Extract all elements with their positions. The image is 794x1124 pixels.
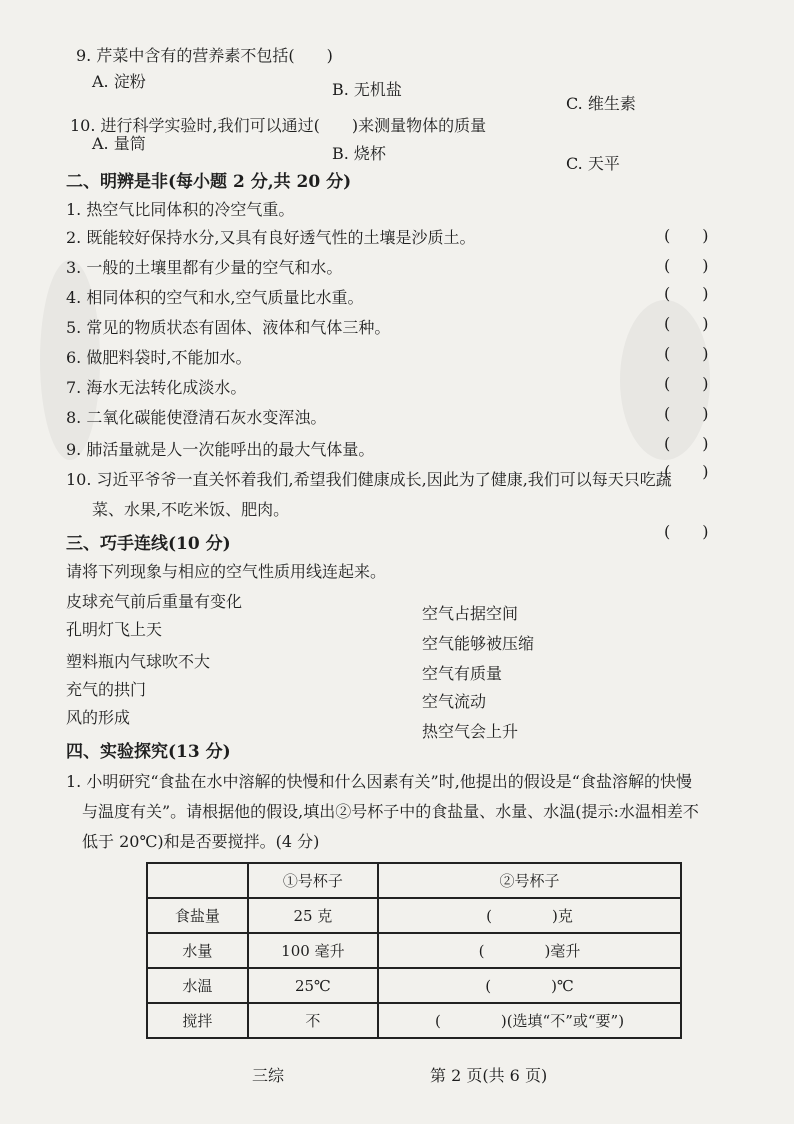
answer-blank[interactable]: ( ) <box>664 344 709 363</box>
property-item[interactable]: 空气占据空间 <box>422 604 519 623</box>
experiment-q1-line2: 与温度有关”。请根据他的假设,填出②号杯子中的食盐量、水量、水温(提示:水温相差不 <box>82 802 699 821</box>
table-header-cell: ①号杯子 <box>248 863 378 898</box>
footer-page-number: 第 2 页(共 6 页) <box>430 1066 548 1085</box>
property-item[interactable]: 空气流动 <box>422 692 487 711</box>
answer-blank[interactable]: ( ) <box>664 314 709 333</box>
table-row-label: 搅拌 <box>147 1003 248 1038</box>
tf-item-4: 4. 相同体积的空气和水,空气质量比水重。 <box>66 288 364 307</box>
q10-stem: 10. 进行科学实验时,我们可以通过( )来测量物体的质量 <box>70 116 487 135</box>
answer-blank[interactable]: ( ) <box>664 462 709 481</box>
answer-blank[interactable]: ( ) <box>664 404 709 423</box>
q9-stem: 9. 芹菜中含有的营养素不包括( ) <box>76 46 333 65</box>
table-answer-cell[interactable]: ( )℃ <box>378 968 681 1003</box>
footer-subject: 三综 <box>252 1066 285 1085</box>
phenomenon-item[interactable]: 充气的拱门 <box>66 680 147 699</box>
answer-blank[interactable]: ( ) <box>664 434 709 453</box>
experiment-q1-line3: 低于 20℃)和是否要搅拌。(4 分) <box>82 832 320 851</box>
experiment-q1-line1: 1. 小明研究“食盐在水中溶解的快慢和什么因素有关”时,他提出的假设是“食盐溶解的快慢 <box>66 772 692 791</box>
section3-title: 三、巧手连线(10 分) <box>66 534 231 554</box>
table-row <box>147 933 681 968</box>
phenomenon-item[interactable]: 塑料瓶内气球吹不大 <box>66 652 211 671</box>
table-cell: 不 <box>248 1003 378 1038</box>
answer-blank[interactable]: ( ) <box>664 226 709 245</box>
table-answer-cell[interactable]: ( )(选填“不”或“要”) <box>378 1003 681 1038</box>
experiment-table <box>146 862 682 1039</box>
table-cell: 25 克 <box>248 898 378 933</box>
answer-blank[interactable]: ( ) <box>664 374 709 393</box>
section2-title: 二、明辨是非(每小题 2 分,共 20 分) <box>66 172 352 192</box>
table-row-label: 食盐量 <box>147 898 248 933</box>
table-row <box>147 1003 681 1038</box>
table-header-row <box>147 863 681 898</box>
table-answer-cell[interactable]: ( )毫升 <box>378 933 681 968</box>
tf-item-10: 10. 习近平爷爷一直关怀着我们,希望我们健康成长,因此为了健康,我们可以每天只吃蔬 <box>66 470 672 489</box>
table-header-cell: ②号杯子 <box>378 863 681 898</box>
tf-item-6: 6. 做肥料袋时,不能加水。 <box>66 348 252 367</box>
tf-item-9: 9. 肺活量就是人一次能呼出的最大气体量。 <box>66 440 375 459</box>
table-answer-cell[interactable]: ( )克 <box>378 898 681 933</box>
tf-item-10-cont: 菜、水果,不吃米饭、肥肉。 <box>92 500 290 519</box>
answer-blank[interactable]: ( ) <box>664 522 709 541</box>
table-cell: 100 毫升 <box>248 933 378 968</box>
tf-item-2: 2. 既能较好保持水分,又具有良好透气性的土壤是沙质土。 <box>66 228 476 247</box>
table-cell: 25℃ <box>248 968 378 1003</box>
tf-item-8: 8. 二氧化碳能使澄清石灰水变浑浊。 <box>66 408 327 427</box>
phenomenon-item[interactable]: 孔明灯飞上天 <box>66 620 163 639</box>
section3-instruction: 请将下列现象与相应的空气性质用线连起来。 <box>66 562 387 581</box>
table-row-label: 水温 <box>147 968 248 1003</box>
q10-option-b: B. 烧杯 <box>332 144 386 163</box>
tf-item-3: 3. 一般的土壤里都有少量的空气和水。 <box>66 258 343 277</box>
table-header-cell <box>147 863 248 898</box>
q10-option-a: A. 量筒 <box>92 134 146 153</box>
answer-blank[interactable]: ( ) <box>664 284 709 303</box>
table-row <box>147 968 681 1003</box>
property-item[interactable]: 空气能够被压缩 <box>422 634 535 653</box>
tf-item-1: 1. 热空气比同体积的冷空气重。 <box>66 200 295 219</box>
answer-blank[interactable]: ( ) <box>664 256 709 275</box>
property-item[interactable]: 热空气会上升 <box>422 722 519 741</box>
section4-title: 四、实验探究(13 分) <box>66 742 231 762</box>
tf-item-5: 5. 常见的物质状态有固体、液体和气体三种。 <box>66 318 391 337</box>
q9-option-b: B. 无机盐 <box>332 80 402 99</box>
tf-item-7: 7. 海水无法转化成淡水。 <box>66 378 247 397</box>
q10-option-c: C. 天平 <box>566 154 620 173</box>
q9-option-c: C. 维生素 <box>566 94 636 113</box>
phenomenon-item[interactable]: 风的形成 <box>66 708 131 727</box>
table-row <box>147 898 681 933</box>
property-item[interactable]: 空气有质量 <box>422 664 503 683</box>
q9-option-a: A. 淀粉 <box>92 72 146 91</box>
phenomenon-item[interactable]: 皮球充气前后重量有变化 <box>66 592 243 611</box>
table-row-label: 水量 <box>147 933 248 968</box>
